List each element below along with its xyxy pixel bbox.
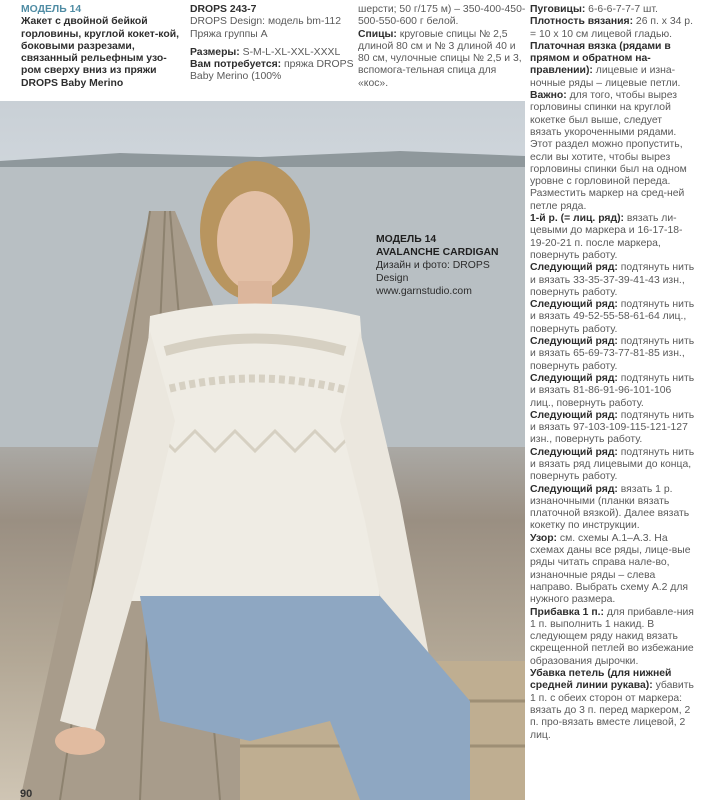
materials-value: пряжа DROPS Baby Merino (100%	[190, 59, 354, 83]
instruction-term: Плотность вязания:	[530, 16, 634, 28]
instruction-term: 1-й р. (= лиц. ряд):	[530, 213, 624, 225]
caption-url: www.garnstudio.com	[376, 286, 472, 297]
pattern-code: DROPS 243-7	[190, 4, 257, 15]
instruction-text: подтянуть нить и вязать 81-86-91-96-101-106 лиц., повернуть работу.	[530, 372, 695, 409]
instruction-text: подтянуть нить и вязать 97-103-109-115-121-127 изн., повернуть работу.	[530, 409, 695, 446]
photo-caption	[376, 233, 516, 298]
page-number: 90	[20, 788, 33, 800]
instruction-item	[530, 299, 695, 336]
specs-column	[190, 4, 355, 84]
instruction-item	[530, 90, 695, 213]
instruction-item	[530, 668, 695, 742]
instruction-term: Следующий ряд:	[530, 262, 618, 274]
instruction-item	[530, 213, 695, 262]
face	[217, 191, 293, 291]
caption-model: МОДЕЛЬ 14	[376, 234, 437, 245]
instruction-item	[530, 447, 695, 484]
model-description: Жакет с двойной бейкой горловины, круглой кокет-кой, боковыми разрезами, связанный рельефным узо-ром сверху вниз из пряжи DROPS Baby Merino	[21, 16, 179, 89]
caption-credit: Дизайн и фото: DROPS Design	[376, 260, 490, 284]
instruction-term: Следующий ряд:	[530, 409, 618, 421]
instruction-term: Следующий ряд:	[530, 483, 618, 495]
model-photo	[0, 101, 525, 800]
instruction-item	[530, 16, 695, 41]
instruction-term: Следующий ряд:	[530, 446, 618, 458]
instruction-text: см. схемы А.1–А.3. На схемах даны все ряды, лице-вые ряды читать справа нале-во, изнаночные ряды – слева направо. Выбрать схему А.2 для нужного размера.	[530, 532, 691, 606]
caption-name: AVALANCHE CARDIGAN	[376, 247, 499, 258]
materials-line	[190, 59, 355, 84]
yarn-amount: шерсти; 50 г/175 м) – 350-400-450-500-550-600 г белой.	[358, 4, 526, 28]
instruction-text: подтянуть нить и вязать 33-35-37-39-41-43 изн., повернуть работу.	[530, 262, 695, 298]
instruction-term: Следующий ряд:	[530, 299, 618, 311]
instruction-item	[530, 336, 695, 373]
instruction-item	[530, 41, 695, 90]
instruction-item	[530, 262, 695, 299]
instruction-term: Узор:	[530, 532, 558, 544]
instruction-text: 26 п. х 34 р. = 10 х 10 см лицевой гладью.	[530, 16, 693, 40]
instruction-text: убавить 1 п. с обеих сторон от маркера: вязать до 3 п. перед маркером, 2 п. про-вязать вместе лицевой, 2 лиц.	[530, 680, 694, 741]
instructions-column	[530, 4, 695, 742]
instruction-term: Убавка петель (для нижней средней линии рукава):	[530, 668, 672, 692]
model-label: МОДЕЛЬ 14	[21, 4, 82, 15]
instruction-text: вязать ли-цевыми до маркера и 16-17-18-19-20-21 п. после маркера, повернуть работу.	[530, 213, 683, 261]
instruction-term: Следующий ряд:	[530, 372, 618, 384]
needles-label: Спицы:	[358, 28, 397, 40]
instruction-text: подтянуть нить и вязать 49-52-55-58-61-64 лиц., повернуть работу.	[530, 299, 695, 335]
instruction-item	[530, 533, 695, 607]
sizes-label: Размеры:	[190, 46, 240, 58]
instruction-text: вязать 1 р. изнаночными (планки вязать платочной вязкой). Далее вязать кокетку по инструкции.	[530, 483, 690, 532]
instruction-item	[530, 4, 695, 16]
instruction-item	[530, 607, 695, 668]
instruction-text: для того, чтобы вырез горловины спинки на круглой кокетке был выше, следует вязать укороченными рядами. Этот раздел можно пропустить, если вы хотите, чтобы вырез горловины спинки был на одном уровне с горловиной переда. Разместить маркер на сред-ней петле ряда.	[530, 90, 687, 212]
instruction-text: лицевые и изна-ночные ряды – лицевые петли.	[530, 65, 681, 89]
intro-column	[21, 4, 181, 90]
instruction-text: для прибавле-ния 1 п. выполнить 1 накид. В следующем ряду накид вязать скрещенной петлей во избежание образования дырочки.	[530, 606, 694, 667]
photo-illustration	[0, 101, 525, 800]
instruction-term: Прибавка 1 п.:	[530, 606, 604, 618]
needles-line	[358, 29, 528, 90]
instruction-term: Платочная вязка (рядами в прямом и обратном на-правлении):	[530, 40, 671, 77]
yarn-group: Пряжа группы А	[190, 28, 268, 40]
materials-label: Вам потребуется:	[190, 59, 282, 71]
instruction-item	[530, 373, 695, 410]
instruction-text: подтянуть нить и вязать 65-69-73-77-81-85 изн., повернуть работу.	[530, 336, 695, 372]
instruction-term: Следующий ряд:	[530, 336, 618, 348]
sizes-value: S-M-L-XL-XXL-XXXL	[242, 46, 341, 58]
instruction-term: Важно:	[530, 90, 567, 102]
materials-column	[358, 4, 528, 90]
sizes-line	[190, 47, 355, 59]
instruction-text: 6-6-6-7-7-7 шт.	[585, 4, 658, 15]
instruction-term: Пуговицы:	[530, 4, 586, 15]
needles-value: круговые спицы № 2,5 длиной 80 см и № 3 длиной 40 и 80 см, чулочные спицы № 2,5 и 3, вспомога-тельная спица для «кос».	[358, 28, 522, 89]
design-model: DROPS Design: модель bm-112	[190, 16, 341, 28]
instruction-item	[530, 484, 695, 533]
hand	[55, 727, 105, 755]
instruction-item	[530, 410, 695, 447]
instruction-text: подтянуть нить и вязать ряд лицевыми до конца, повернуть работу.	[530, 446, 695, 483]
